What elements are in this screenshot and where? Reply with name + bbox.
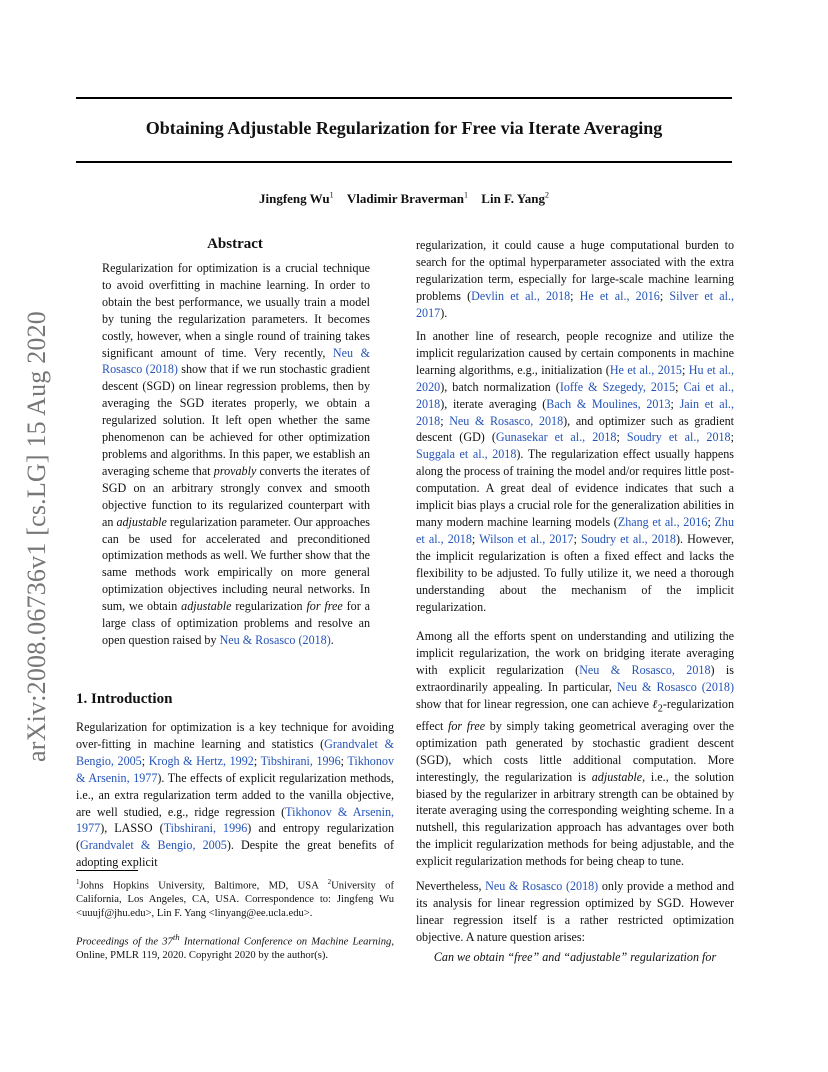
citation-link[interactable]: Neu & Rosasco, 2018	[449, 413, 564, 428]
citation-link[interactable]: Soudry et al., 2018	[581, 531, 676, 546]
introduction-paragraph	[76, 719, 394, 871]
text-run: ), LASSO (	[100, 821, 164, 836]
text-run: ) and entropy regularization (	[76, 821, 394, 853]
text-run: In another line of research, people recognize and utilize the implicit regularization caused by certain components in machine learning algorithms, e.g., initialization (	[416, 329, 734, 377]
text-run: ;	[573, 531, 582, 546]
citation-link[interactable]: Tibshirani, 1996	[260, 753, 341, 768]
citation-link[interactable]: Neu & Rosasco (2018)	[485, 879, 599, 893]
text-run: ;	[616, 430, 627, 445]
text-run: th	[172, 932, 180, 942]
citation-link[interactable]: Tikhonov & Arsenin, 1977	[76, 753, 394, 785]
text-run: ;	[730, 430, 734, 445]
citation-link[interactable]: Grandvalet & Bengio, 2005	[80, 838, 227, 853]
author: Jingfeng Wu$^1$	[258, 191, 334, 207]
text-run: regularization parameter. Our approaches can be used for accelerated and preconditioned optimization methods as well. We further show that the same methods work empirically on more general optimization objectives including neural networks. In sum, we obtain	[102, 514, 370, 614]
text-run: ℓ	[652, 696, 658, 711]
citation-link[interactable]: Cai et al., 2018	[416, 379, 734, 411]
text-run: Regularization for optimization is a key technique for avoiding over-fitting in machine learning and statistics (	[76, 720, 394, 751]
text-run: ), batch normalization (	[440, 379, 560, 394]
citation-link[interactable]: Bach & Moulines, 2013	[546, 396, 671, 411]
text-run: for free	[306, 599, 343, 614]
text-run: by simply taking geometrical averaging over the optimization path generated by stochastic gradient descent (SGD), which costs little additional computation. More interestingly, the regularization is	[416, 718, 735, 784]
text-run: ). Despite the great benefits of adopting explicit	[76, 838, 394, 870]
citation-link[interactable]: Neu & Rosasco (2018)	[219, 632, 331, 647]
body-paragraph	[416, 237, 734, 322]
citation-link[interactable]: Jain et al., 2018	[416, 396, 734, 428]
text-run: adjustable	[181, 599, 232, 614]
text-run: adjustable	[591, 769, 643, 784]
citation-link[interactable]: Silver et al., 2017	[416, 288, 735, 320]
abstract-text	[102, 260, 370, 649]
citation-link[interactable]: Devlin et al., 2018	[471, 288, 571, 303]
text-run: ;	[675, 379, 684, 394]
text-run: ;	[253, 753, 261, 768]
text-run: ), iterate averaging (	[440, 396, 547, 411]
body-paragraph	[416, 328, 734, 615]
text-run: 2	[327, 878, 332, 886]
citation-link[interactable]: He et al., 2016	[579, 288, 660, 303]
text-run: -regularization effect	[416, 696, 734, 733]
text-run: University of California, Los Angeles, CA, USA. Correspondence to: Jingfeng Wu <uuujf@jhu.edu>, Lin F. Yang <linyang@ee.ucla.edu>.	[76, 880, 394, 919]
text-run: 1	[76, 878, 80, 886]
citation-link[interactable]: Gunasekar et al., 2018	[495, 430, 617, 445]
citation-link[interactable]: Wilson et al., 2017	[479, 531, 574, 546]
text-run: ;	[141, 753, 149, 768]
affiliation-footnote	[76, 876, 394, 920]
text-run: ;	[471, 531, 480, 546]
citation-link[interactable]: Zhu et al., 2018	[416, 514, 735, 546]
citation-link[interactable]: Ioffe & Szegedy, 2015	[559, 379, 676, 394]
text-run: ;	[707, 514, 715, 529]
title-rule-top	[76, 97, 732, 99]
text-run: Nevertheless,	[416, 879, 486, 893]
text-run: Regularization for optimization is a crucial technique to avoid overfitting in machine learning. In order to obtain the best performance, we usually train a model by tuning the regularization parameters. It becomes costly, however, when a single round of training takes significant amount of time. Very recently,	[102, 261, 370, 360]
text-run: 2	[657, 703, 663, 715]
text-run: International Conference on Machine Learning	[179, 936, 392, 948]
text-run: converts the iterates of SGD on an arbitrary strongly convex and smooth objective function to its regularized counterpart with an	[102, 463, 370, 529]
citation-link[interactable]: Tikhonov & Arsenin, 1977	[76, 804, 395, 836]
research-question: Can we obtain “free” and “adjustable” regularization for	[433, 950, 717, 964]
abstract-heading: Abstract	[207, 236, 263, 252]
proceedings-note	[76, 931, 394, 963]
footnote-rule	[76, 870, 138, 871]
text-run: for free	[447, 718, 486, 733]
citation-link[interactable]: Hu et al., 2020	[416, 362, 734, 394]
text-run: , Online, PMLR 119, 2020. Copyright 2020 by the author(s).	[76, 936, 394, 962]
text-run: provably	[213, 463, 257, 478]
text-run: show that for linear regression, one can achieve	[416, 696, 653, 711]
text-run: Among all the efforts spent on understanding and utilizing the implicit regularization, the work on bridging iterate averaging with explicit regularization (	[416, 629, 734, 677]
text-run: Johns Hopkins University, Baltimore, MD, USA	[79, 880, 328, 892]
citation-link[interactable]: Suggala et al., 2018	[416, 447, 517, 462]
text-run: ;	[340, 753, 348, 768]
text-run: ). However, the implicit regularization is often a fixed effect and lacks the flexibility to be adjusted. To fully utilize it, we need a thorough understanding about the mechanism of the implicit regularization.	[416, 531, 734, 614]
text-run: ) is extraordinarily appealing. In particular,	[416, 662, 734, 694]
text-run: regularization, it could cause a huge computational burden to search for the optimal hyperparameter associated with the extra regularization term, especially for large-scale machine learning problems (	[416, 238, 734, 303]
text-run: Proceedings of the 37	[76, 936, 173, 948]
text-run: ;	[670, 396, 680, 411]
arxiv-identifier: arXiv:2008.06736v1 [cs.LG] 15 Aug 2020	[22, 311, 51, 762]
citation-link[interactable]: He et al., 2015	[609, 362, 682, 377]
author: Lin F. Yang$^2$	[481, 191, 549, 207]
citation-link[interactable]: Tibshirani, 1996	[163, 821, 248, 836]
text-run: ). The effects of explicit regularization methods, i.e., an extra regularization term added to the vanilla objective, are well studied, e.g., ridge regression (	[76, 770, 394, 819]
citation-link[interactable]: Neu & Rosasco, 2018	[579, 662, 711, 677]
text-run: ). The regularization effect usually happens along the process of training the model and/or requires little post-computation. A great deal of evidence indicates that such a implicit bias plays a crucial role for the generalization abilities in many modern machine learning models (	[416, 447, 734, 529]
author-list	[76, 191, 732, 207]
text-run: adjustable	[116, 514, 167, 529]
text-run: regularization	[231, 599, 307, 614]
paper-title: Obtaining Adjustable Regularization for Free via Iterate Averaging	[145, 118, 663, 138]
body-paragraph	[416, 878, 734, 946]
text-run: only provide a method and its analysis for linear regression optimized by SGD. However linear regression itself is a rather restricted optimization objective. A nature question arises:	[416, 879, 734, 944]
citation-link[interactable]: Neu & Rosasco (2018)	[102, 345, 370, 377]
text-run: for a large class of optimization problems and resolve an open question raised by	[102, 599, 370, 647]
citation-link[interactable]: Soudry et al., 2018	[626, 430, 731, 445]
text-run: ;	[681, 362, 689, 377]
citation-link[interactable]: Grandvalet & Bengio, 2005	[76, 736, 395, 768]
section-heading-introduction: 1. Introduction	[76, 691, 173, 707]
text-run: , i.e., the solution biased by the regularizer in arbitrary strength can be obtained by iterate averaging using the corresponding weighting scheme. In a nutshell, this regularization approach has advantages over both the implicit regularization methods for being adjustable, and the explicit regularization methods for being cheap to tune.	[416, 769, 734, 869]
text-run: ;	[440, 413, 450, 428]
text-run: ), and optimizer such as gradient descent (GD) (	[416, 413, 734, 445]
title-rule-bottom	[76, 161, 732, 163]
citation-link[interactable]: Neu & Rosasco (2018)	[616, 679, 734, 694]
text-run: .	[330, 632, 334, 647]
author: Vladimir Braverman$^1$	[346, 191, 469, 207]
text-run: show that if we run stochastic gradient descent (SGD) on linear regression problems, then by averaging the SGD iterates properly, we obtain a regularized solution. It left open whether the same phenomenon can be achieved for other optimization problems and algorithms. In this paper, we establish an averaging scheme that	[102, 362, 370, 478]
text-run: ;	[659, 288, 670, 303]
text-run: ).	[440, 305, 448, 320]
text-run: ;	[570, 288, 580, 303]
body-paragraph	[416, 628, 734, 870]
citation-link[interactable]: Zhang et al., 2016	[617, 514, 708, 529]
citation-link[interactable]: Krogh & Hertz, 1992	[148, 753, 254, 768]
